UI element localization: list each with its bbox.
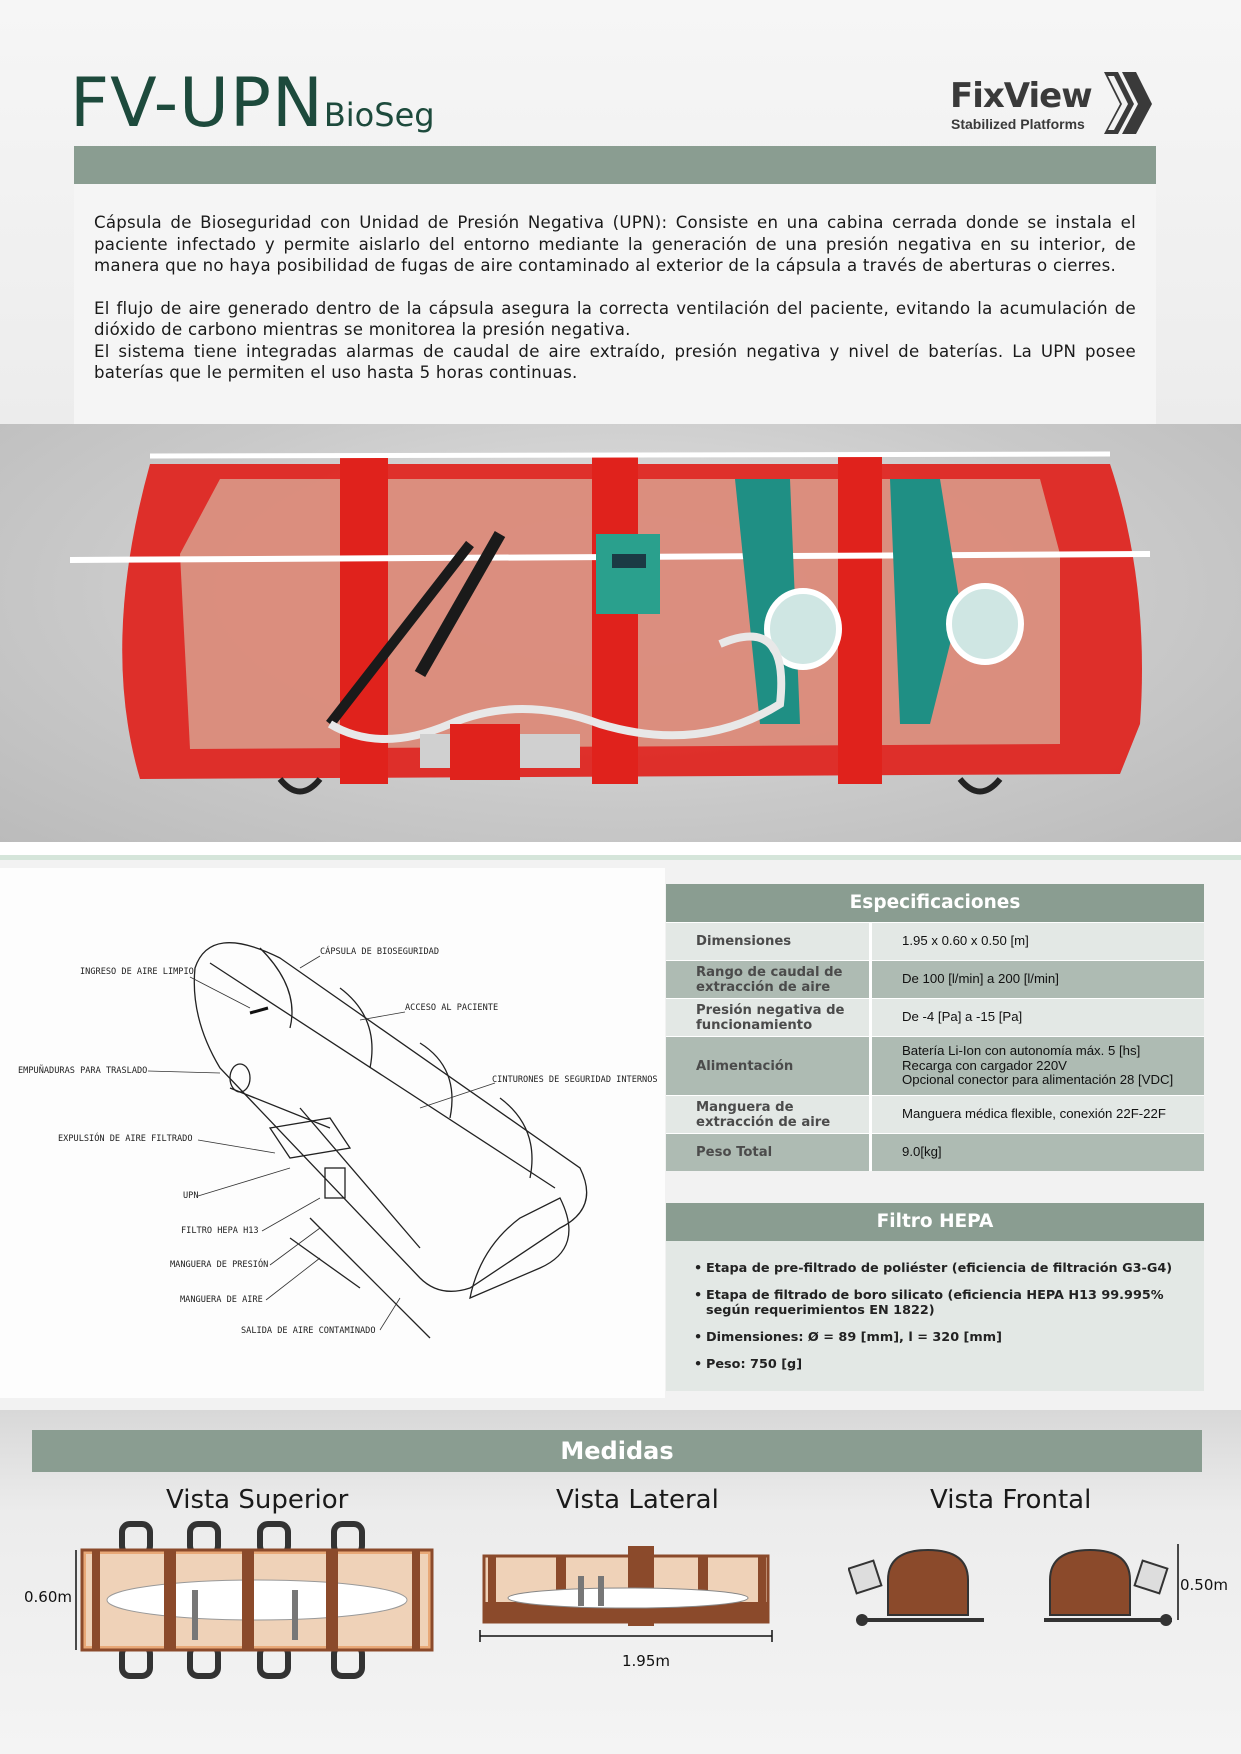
spec-value-line: De -4 [Pa] a -15 [Pa]: [902, 1009, 1023, 1025]
hepa-title: Filtro HEPA: [666, 1203, 1204, 1241]
spec-value: [872, 1037, 1204, 1095]
title-main: FV-UPN: [70, 64, 324, 143]
capsule-photo: [0, 424, 1241, 842]
spec-value-line: Recarga con cargador 220V: [902, 1057, 1067, 1073]
hepa-filter-panel: [666, 1203, 1204, 1391]
spec-row: [666, 1133, 1204, 1171]
callout-expulsion-aire: EXPULSIÓN DE AIRE FILTRADO: [58, 1134, 193, 1144]
hepa-list: [666, 1241, 1204, 1391]
callout-ingreso-aire: INGRESO DE AIRE LIMPIO: [80, 967, 194, 977]
spec-key: Peso Total: [666, 1134, 872, 1171]
callout-salida-aire: SALIDA DE AIRE CONTAMINADO: [241, 1326, 376, 1336]
dim-width: 0.60m: [24, 1588, 73, 1606]
spec-value: [872, 1096, 1204, 1133]
product-title: [70, 64, 435, 143]
view-label-superior: Vista Superior: [166, 1485, 349, 1515]
dim-height: 0.50m: [1180, 1576, 1229, 1594]
spec-key: Dimensiones: [666, 923, 872, 960]
spec-value: [872, 999, 1204, 1036]
view-label-lateral: Vista Lateral: [556, 1485, 719, 1515]
spec-key: Manguera de extracción de aire: [666, 1096, 872, 1133]
chevron-logo-icon: [1104, 70, 1160, 134]
description-paragraph-1: Cápsula de Bioseguridad con Unidad de Presión Negativa (UPN): Consiste en una cabina cerrada donde se instala el paciente infectado y permite aislarlo del entorno mediante la generación de una presión negativa en su interior, de manera que no haya posibilidad de fugas de aire contaminado al exterior de la cápsula a través de aberturas o cierres.: [94, 213, 1136, 275]
callout-manguera-aire: MANGUERA DE AIRE: [180, 1295, 263, 1305]
callout-manguera-presion: MANGUERA DE PRESIÓN: [170, 1260, 269, 1270]
description-box: [74, 184, 1156, 424]
measurements-title: Medidas: [32, 1430, 1202, 1472]
section-separator: [0, 842, 1241, 860]
spec-value-line: De 100 [l/min] a 200 [l/min]: [902, 971, 1059, 987]
description-sentence-2: El flujo de aire generado dentro de la cápsula asegura la correcta ventilación del paciente, evitando la acumulación de dióxido de carbono mientras se monitorea la presión negativa.: [94, 298, 1136, 339]
capsule-illustration: [0, 424, 1241, 842]
hepa-item: • Peso: 750 [g]: [696, 1357, 1182, 1372]
spec-row: [666, 1095, 1204, 1133]
callout-upn: UPN: [183, 1191, 199, 1201]
spec-row: [666, 1036, 1204, 1095]
spec-value-line: Manguera médica flexible, conexión 22F-22F: [902, 1106, 1166, 1122]
callout-filtro-hepa: FILTRO HEPA H13: [181, 1226, 259, 1236]
logo-word: FixView: [950, 76, 1092, 116]
spec-value-line: Opcional conector para alimentación 28 [VDC]: [902, 1072, 1174, 1088]
fixview-logo: [948, 70, 1158, 134]
specifications-table: [666, 884, 1204, 1171]
spec-row: [666, 998, 1204, 1036]
header-band: [74, 146, 1156, 184]
spec-row: [666, 922, 1204, 960]
measurements-section: [0, 1410, 1241, 1754]
spec-value: [872, 961, 1204, 998]
spec-value: [872, 923, 1204, 960]
specifications-title: Especificaciones: [666, 884, 1204, 922]
spec-key: Alimentación: [666, 1037, 872, 1095]
dim-length: 1.95m: [622, 1652, 671, 1670]
spec-row: [666, 960, 1204, 998]
view-label-frontal: Vista Frontal: [930, 1485, 1092, 1515]
top-view-drawing: [72, 1520, 442, 1680]
title-sub: BioSeg: [323, 96, 435, 134]
callout-capsula: CÁPSULA DE BIOSEGURIDAD: [320, 947, 439, 957]
description-sentence-3: El sistema tiene integradas alarmas de caudal de aire extraído, presión negativa y nivel de baterías. La UPN posee baterías que le permiten el uso hasta 5 horas continuas.: [94, 341, 1136, 382]
hepa-item: • Etapa de pre-filtrado de poliéster (eficiencia de filtración G3-G4): [696, 1261, 1182, 1276]
callout-empunaduras: EMPUÑADURAS PARA TRASLADO: [18, 1066, 148, 1076]
spec-value: [872, 1134, 1204, 1171]
spec-key: Rango de caudal de extracción de aire: [666, 961, 872, 998]
schematic-diagram: [0, 868, 665, 1398]
hepa-item: • Dimensiones: Ø = 89 [mm], l = 320 [mm]: [696, 1330, 1182, 1345]
spec-value-line: Batería Li-Ion con autonomía máx. 5 [hs]: [902, 1043, 1141, 1059]
side-view-drawing: [478, 1540, 778, 1650]
description-paragraph-2: [94, 298, 1136, 384]
callout-acceso-paciente: ACCESO AL PACIENTE: [405, 1003, 499, 1013]
front-view-left-drawing: [848, 1540, 988, 1630]
callout-cinturones: CINTURONES DE SEGURIDAD INTERNOS: [492, 1075, 658, 1085]
spec-key: Presión negativa de funcionamiento: [666, 999, 872, 1036]
spec-value-line: 1.95 x 0.60 x 0.50 [m]: [902, 933, 1029, 949]
hepa-item: • Etapa de filtrado de boro silicato (eficiencia HEPA H13 99.995% según requerimientos EN 1822): [696, 1288, 1182, 1318]
spec-value-line: 9.0[kg]: [902, 1144, 942, 1160]
logo-tagline: Stabilized Platforms: [951, 116, 1085, 132]
